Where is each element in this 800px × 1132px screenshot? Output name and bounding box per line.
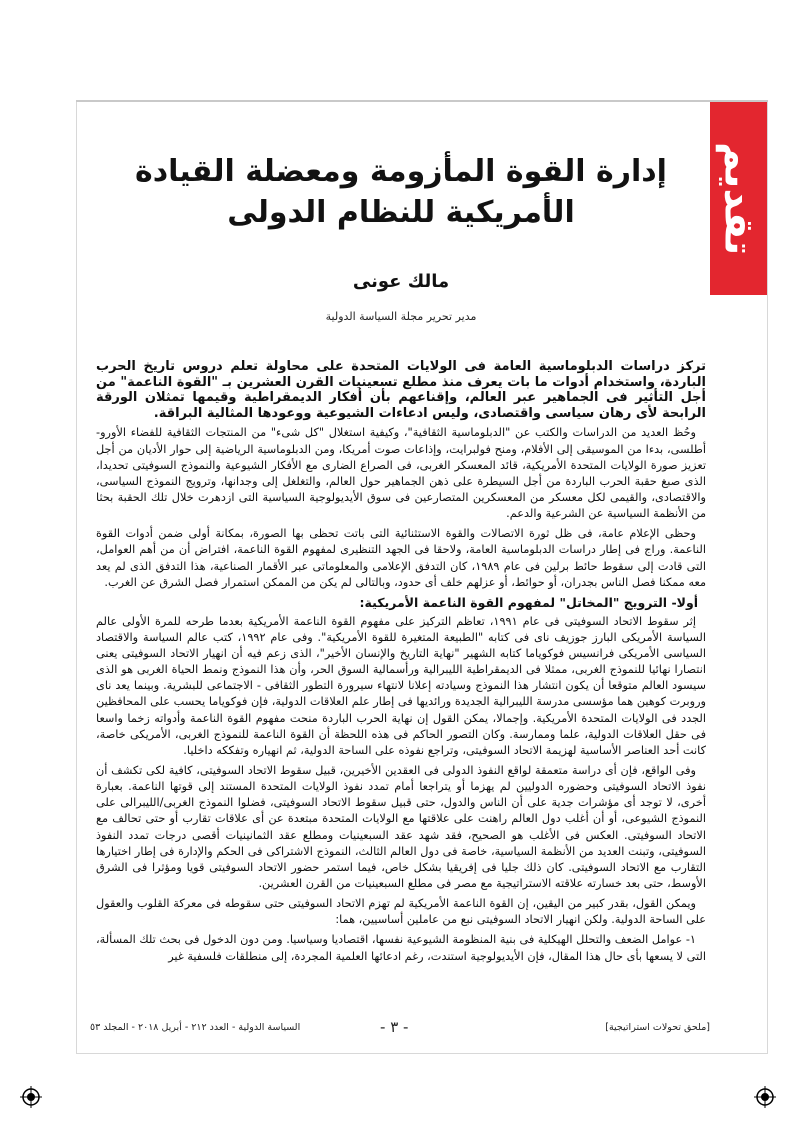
footer-supplement: [ملحق تحولات استراتيجية] [605, 1022, 710, 1033]
footer-journal: السياسة الدولية - العدد ٢١٢ - أبريل ٢٠١٨ - المجلد ٥٣ [90, 1022, 301, 1033]
registration-mark-icon [754, 1086, 776, 1108]
section-heading: أولا- الترويج "المخاتل" لمفهوم القوة الناعمة الأمريكية: [359, 594, 698, 610]
paragraph: وفى الواقع، فإن أى دراسة متعمقة لواقع النفوذ الدولى فى العقدين الأخيرين، قبيل سقوط الاتحاد السوفيتى، كافية لكى تكشف أن نفوذ الاتحاد السوفيتى وحضوره الدوليين لم يهزما أو يتراجعا أمام تمدد نفوذ الولايات المتحدة المستند إلى قوتها الناعمة. بعبارة أخرى، لا توجد أى مؤشرات جدية على أن الناس والدول، حتى قبيل سقوط الاتحاد السوفيتى، فضلوا النموذج الغربى/الليبرالى على النموذج الشيوعى، أو أن أغلب دول العالم راهنت على علاقتها مع الولايات المتحدة مبتعدة عن أى علاقات تقارب أو حتى تحالف مع الاتحاد السوفيتى. العكس فى الأغلب هو الصحيح، فقد شهد عقد السبعينيات ومطلع عقد الثمانينيات أقصى درجات تمدد النفوذ السوفيتى، وتبنت العديد من الأنظمة السياسية، خاصة فى دول العالم الثالث، النموذج الاشتراكى فى الحكم والإدارة فى إطار اختيارها التقارب مع الاتحاد السوفيتى. كان ذلك جليا فى إفريقيا بشكل خاص، فيما استمر حضور الاتحاد السوفيتى قويا ومؤثرا فى الشرق الأوسط، حتى بعد خسارته علاقته الاستراتيجية مع مصر فى مطلع السبعينيات من القرن العشرين. [96, 764, 706, 891]
lead-paragraph: تركز دراسات الدبلوماسية العامة فى الولايات المتحدة على محاولة تعلم دروس تاريخ الحرب الباردة، واستخدام أدوات ما بات يعرف منذ مطلع تسعينيات القرن العشرين بـ "القوة الناعمة" من أجل التأثير فى الجماهير عبر العالم، وإقناعهم بأن أفكار الديمقراطية وقيمها تمثلان الورقة الرابحة لأى رهان سياسى واقتصادى، وليس ادعاءات الشيوعية ووعودها المثالية البراقة. [96, 359, 706, 421]
top-rule [76, 100, 768, 102]
paragraph: إثر سقوط الاتحاد السوفيتى فى عام ١٩٩١، تعاظم التركيز على مفهوم القوة الناعمة الأمريكية بعدما طرحه للمرة الأولى عالم السياسة الأمريكى البارز جوزيف ناى فى كتابه "الطبيعة المتغيرة للقوة الأمريكية". وفى عام ١٩٩٢، كتب عالم السياسة والاقتصاد السياسى الأمريكى فرانسيس فوكوياما كتابه الشهير "نهاية التاريخ والإنسان الأخير"، الذى زعم فيه أن انهيار الاتحاد السوفيتى يعنى انتصارا نهائيا للنموذج الغربى، ممثلا فى الديمقراطية الليبرالية ورأسمالية السوق الحر، وأن هذا النموذج ونمط الحياة الغربى هو الذى سيسود العالم متوقعا أن يكون انتشار هذا النموذج وسيادته إعلانا لانتهاء سيرورة التطور الثقافى - الاجتماعى للبشرية. وبينما يعد ناى وروبرت كوهين هما مؤسسى مدرسة الليبرالية الجديدة ورائديها فى إطار علم العلاقات الدولية، فإن فوكوياما يحسب على المحافظين الجدد فى الولايات المتحدة الأمريكية. وإجمالا، يمكن القول إن نهاية الحرب الباردة منحت مفهوم القوة الناعمة وأدواته زخما واسعا فى حقل العلاقات الدولية، علما وممارسة. وكان التصور الحاكم فى هذه اللحظة أن القوة الناعمة للنموذج الغربى، الأمريكى خاصة، كانت أحد العناصر الأساسية لهزيمة الاتحاد السوفيتى، وتراجع نفوذه على الساحة الدولية، ثم انهياره وتفككه داخليا. [96, 614, 706, 757]
paragraph: ١- عوامل الضعف والتحلل الهيكلية فى بنية المنظومة الشيوعية نفسها، اقتصاديا وسياسيا. ومن دون الدخول فى بحث تلك المسألة، التى لا يسعها بأى حال هذا المقال، فإن الأيديولوجية استندت، رغم ادعائها العلمية المجردة، إلى منطلقات فلسفية غير [96, 933, 706, 963]
paragraph: وحُظ العديد من الدراسات والكتب عن "الدبلوماسية الثقافية"، وكيفية استغلال "كل شىء" من المنتجات الثقافية للفضاء الأورو-أطلسى، بدءا من الموسيقى إلى الأفلام، ومنح فولبرايت، وإذاعات صوت أمريكا، ومن الدبلوماسية الرياضية إلى حوار الأديان من أجل تعزيز صورة الولايات المتحدة الأمريكية، قائد المعسكر الغربى، فى الصراع الضارى مع الأفكار الشيوعية والنموذج السوفيتى تحديدا، الذى صبغ حقبة الحرب الباردة من أجل السيطرة على ذهن الجماهير حول العالم، والتغلغل إلى وجدانها، وترويج النموذج السياسى، والاقتصادى، والقيمى لكل معسكر من المعسكرين المتصارعين فى سوق الأيديولوجية السياسية التى ازدهرت خلال تلك الحقبة بحثا من الأنظمة السياسية عن الشرعية والدعم. [96, 426, 706, 521]
paragraph: ويمكن القول، بقدر كبير من اليقين، إن القوة الناعمة الأمريكية لم تهزم الاتحاد السوفيتى حتى سقوطه فى معركة القلوب والعقول على الساحة الدولية. ولكن انهيار الاتحاد السوفيتى نبع من عاملين أساسيين، هما: [96, 897, 706, 927]
author-name: مالك عونى [352, 271, 450, 292]
section-badge-label: تقديم [715, 141, 762, 256]
registration-mark-icon [20, 1086, 42, 1108]
author-role: مدير تحرير مجلة السياسة الدولية [325, 310, 477, 323]
page-footer [90, 1018, 710, 1040]
section-badge [710, 102, 767, 295]
footer-page-number: - ٣ - [380, 1018, 409, 1036]
article-body [96, 112, 706, 965]
paragraph: وحظى الإعلام عامة، فى ظل ثورة الاتصالات والقوة الاستثنائية التى باتت تحظى بها الصورة، بمكانة أولى ضمن أدوات القوة الناعمة. وراج فى إطار دراسات الدبلوماسية العامة، ولاحقا فى الجهد التنظيرى لمفهوم القوة الناعمة، افتراض أن من أهم العوامل، التى قادت إلى سقوط حائط برلين فى عام ١٩٨٩، كان التدفق الإعلامى والمعلوماتى عبر الأقمار الصناعية، هذا التدفق الذى لم يعد معه ممكنا فصل الناس بجدران، أو حوائط، أو عزلهم خلف أى حدود، وبالتالى لم يكن من الممكن استمرار فصل الشرق عن الغرب. [96, 527, 706, 589]
article-title: إدارة القوة المأزومة ومعضلة القيادة الأمريكية للنظام الدولى [135, 154, 667, 230]
